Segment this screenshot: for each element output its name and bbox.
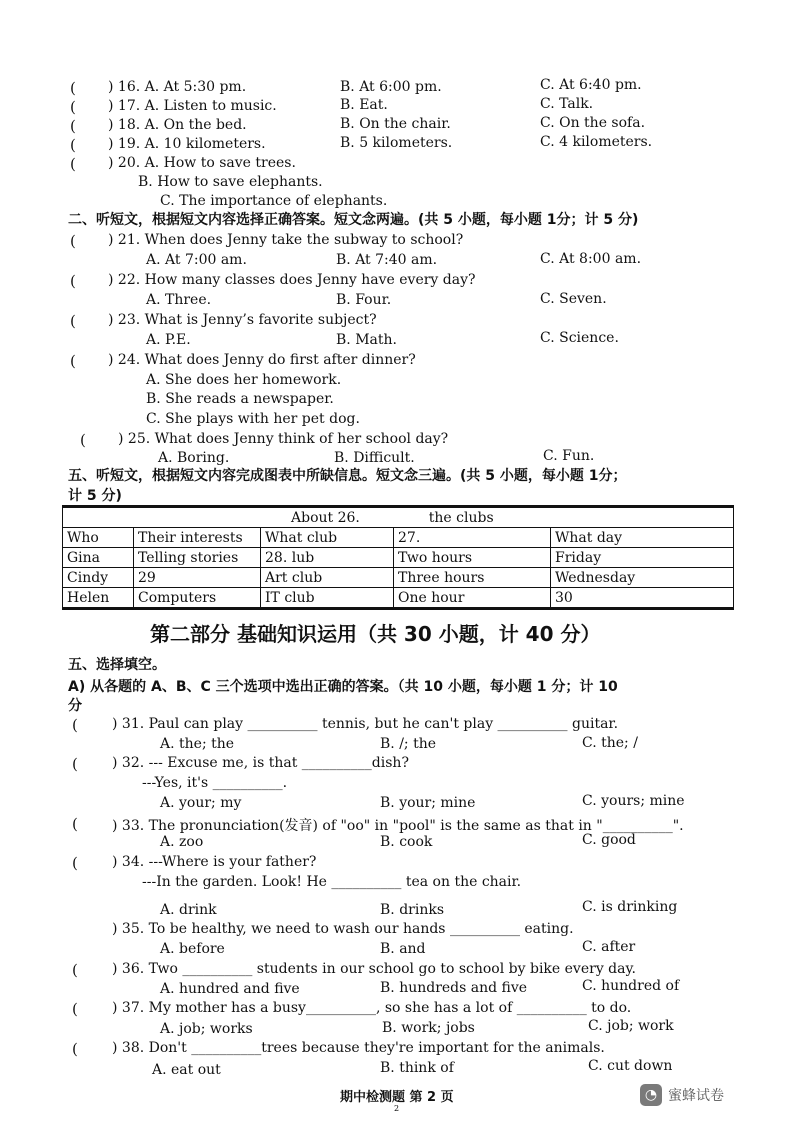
question-17: ) 17. A. Listen to music. bbox=[108, 98, 277, 114]
option-34-c: C. is drinking bbox=[582, 899, 678, 915]
option-23-a: A. P.E. bbox=[146, 332, 191, 348]
option-20-c: C. The importance of elephants. bbox=[160, 193, 388, 209]
option-17-c: C. Talk. bbox=[540, 96, 594, 112]
answer-paren: ( bbox=[72, 716, 78, 734]
question-21: ) 21. When does Jenny take the subway to school? bbox=[108, 232, 464, 248]
question-32-reply: ---Yes, it's __________. bbox=[142, 775, 288, 791]
option-37-a: A. job; works bbox=[160, 1021, 253, 1037]
option-16-b: B. At 6:00 pm. bbox=[340, 79, 442, 95]
question-31: ) 31. Paul can play __________ tennis, but he can't play __________ guitar. bbox=[112, 716, 619, 732]
section-3-title-cont: 计 5 分) bbox=[68, 488, 122, 504]
option-31-a: A. the; the bbox=[160, 736, 235, 752]
table-cell: Wednesday bbox=[551, 568, 734, 588]
option-38-b: B. think of bbox=[380, 1060, 454, 1076]
answer-paren: ( bbox=[70, 136, 76, 154]
option-33-a: A. zoo bbox=[160, 834, 204, 850]
option-21-a: A. At 7:00 am. bbox=[146, 252, 247, 268]
table-cell: Three hours bbox=[394, 568, 551, 588]
option-24-a: A. She does her homework. bbox=[146, 372, 342, 388]
option-34-a: A. drink bbox=[160, 902, 217, 918]
section-5-instructions: A) 从各题的 A、B、C 三个选项中选出正确的答案。（共 10 小题，每小题 1 分；计 10 bbox=[68, 679, 618, 695]
table-row bbox=[63, 588, 734, 609]
option-32-a: A. your; my bbox=[160, 795, 242, 811]
option-31-b: B. /; the bbox=[380, 736, 436, 752]
question-23: ) 23. What is Jenny’s favorite subject? bbox=[108, 312, 377, 328]
table-cell: Telling stories bbox=[134, 548, 261, 568]
option-37-c: C. job; work bbox=[588, 1018, 674, 1034]
option-38-c: C. cut down bbox=[588, 1058, 673, 1074]
answer-paren: ( bbox=[70, 352, 76, 370]
column-header: Who bbox=[63, 528, 134, 548]
option-35-b: B. and bbox=[380, 941, 426, 957]
section-5-instructions-cont: 分 bbox=[68, 698, 82, 714]
option-23-b: B. Math. bbox=[336, 332, 397, 348]
option-38-a: A. eat out bbox=[152, 1062, 221, 1078]
answer-paren: ( bbox=[70, 117, 76, 135]
answer-paren: ( bbox=[70, 312, 76, 330]
table-cell: 29 bbox=[134, 568, 261, 588]
answer-paren: ( bbox=[70, 272, 76, 290]
question-19: ) 19. A. 10 kilometers. bbox=[108, 136, 266, 152]
option-24-b: B. She reads a newspaper. bbox=[146, 391, 334, 407]
question-36: ) 36. Two __________ students in our school go to school by bike every day. bbox=[112, 961, 636, 977]
option-21-b: B. At 7:40 am. bbox=[336, 252, 438, 268]
option-37-b: B. work; jobs bbox=[382, 1020, 475, 1036]
option-18-b: B. On the chair. bbox=[340, 116, 451, 132]
answer-paren: ( bbox=[72, 961, 78, 979]
answer-paren: ( bbox=[72, 755, 78, 773]
question-25: ) 25. What does Jenny think of her school day? bbox=[118, 431, 449, 447]
column-header: 27. bbox=[394, 528, 551, 548]
option-33-c: C. good bbox=[582, 832, 636, 848]
section-3-title: 五、听短文，根据短文内容完成图表中所缺信息。短文念三遍。(共 5 小题，每小题 1分； bbox=[68, 468, 627, 484]
question-16: ) 16. A. At 5:30 pm. bbox=[108, 79, 247, 95]
option-36-b: B. hundreds and five bbox=[380, 980, 528, 996]
question-37: ) 37. My mother has a busy__________, so she has a lot of __________ to do. bbox=[112, 1000, 632, 1016]
option-34-b: B. drinks bbox=[380, 902, 445, 918]
table-cell: Gina bbox=[63, 548, 134, 568]
option-31-c: C. the; / bbox=[582, 735, 638, 751]
question-38: ) 38. Don't __________trees because they're important for the animals. bbox=[112, 1040, 605, 1056]
answer-paren: ( bbox=[70, 232, 76, 250]
option-35-c: C. after bbox=[582, 939, 636, 955]
answer-paren: ( bbox=[70, 155, 76, 173]
section-2-title: 二、听短文，根据短文内容选择正确答案。短文念两遍。(共 5 小题，每小题 1分；计 5 分) bbox=[68, 212, 639, 228]
table-cell: Two hours bbox=[394, 548, 551, 568]
option-25-b: B. Difficult. bbox=[334, 450, 415, 466]
section-5-title: 五、选择填空。 bbox=[68, 657, 166, 673]
option-32-c: C. yours; mine bbox=[582, 793, 685, 809]
option-25-a: A. Boring. bbox=[158, 450, 230, 466]
answer-paren: ( bbox=[72, 1000, 78, 1018]
column-header: Their interests bbox=[134, 528, 261, 548]
question-20: ) 20. A. How to save trees. bbox=[108, 155, 296, 171]
table-cell: 28. lub bbox=[261, 548, 394, 568]
bee-logo-icon: ◔ bbox=[640, 1084, 662, 1106]
table-heading-right: the clubs bbox=[428, 509, 494, 526]
column-header: What club bbox=[261, 528, 394, 548]
question-35: ) 35. To be healthy, we need to wash our hands __________ eating. bbox=[112, 921, 574, 937]
table-heading-left: About 26. bbox=[291, 509, 360, 526]
option-16-c: C. At 6:40 pm. bbox=[540, 77, 642, 93]
page-footer: 期中检测题 第 2 页 bbox=[340, 1090, 454, 1105]
page-number: 2 bbox=[394, 1104, 400, 1113]
table-header-row bbox=[63, 507, 734, 528]
option-22-b: B. Four. bbox=[336, 292, 392, 308]
table-row bbox=[63, 568, 734, 588]
table-cell: Helen bbox=[63, 588, 134, 609]
option-18-c: C. On the sofa. bbox=[540, 115, 646, 131]
table-cell: Computers bbox=[134, 588, 261, 609]
answer-paren: ( bbox=[70, 79, 76, 97]
table-cell: IT club bbox=[261, 588, 394, 609]
answer-paren: ( bbox=[80, 431, 86, 449]
part-2-title: 第二部分 基础知识运用（共 30 小题，计 40 分） bbox=[150, 622, 601, 646]
table-row bbox=[63, 548, 734, 568]
watermark-text: 蜜蜂试卷 bbox=[668, 1088, 724, 1104]
table-cell: Cindy bbox=[63, 568, 134, 588]
option-25-c: C. Fun. bbox=[543, 448, 595, 464]
option-36-a: A. hundred and five bbox=[160, 981, 300, 997]
option-36-c: C. hundred of bbox=[582, 978, 680, 994]
option-22-c: C. Seven. bbox=[540, 291, 607, 307]
answer-paren: ( bbox=[72, 1040, 78, 1058]
option-23-c: C. Science. bbox=[540, 330, 619, 346]
option-32-b: B. your; mine bbox=[380, 795, 476, 811]
answer-paren: ( bbox=[72, 854, 78, 872]
table-column-headers bbox=[63, 528, 734, 548]
option-33-b: B. cook bbox=[380, 834, 433, 850]
option-17-b: B. Eat. bbox=[340, 97, 388, 113]
table-cell: Art club bbox=[261, 568, 394, 588]
question-24: ) 24. What does Jenny do first after dinner? bbox=[108, 352, 416, 368]
question-22: ) 22. How many classes does Jenny have every day? bbox=[108, 272, 476, 288]
option-22-a: A. Three. bbox=[146, 292, 212, 308]
table-cell: One hour bbox=[394, 588, 551, 609]
option-35-a: A. before bbox=[160, 941, 225, 957]
option-19-b: B. 5 kilometers. bbox=[340, 135, 453, 151]
table-cell: Friday bbox=[551, 548, 734, 568]
question-34-reply: ---In the garden. Look! He __________ tea on the chair. bbox=[142, 874, 522, 890]
column-header: What day bbox=[551, 528, 734, 548]
question-32: ) 32. --- Excuse me, is that __________dish? bbox=[112, 755, 409, 771]
question-33: ) 33. The pronunciation(发音) of "oo" in "pool" is the same as that in "__________". bbox=[112, 818, 684, 834]
option-20-b: B. How to save elephants. bbox=[138, 174, 323, 190]
option-21-c: C. At 8:00 am. bbox=[540, 251, 642, 267]
question-18: ) 18. A. On the bed. bbox=[108, 117, 247, 133]
watermark bbox=[640, 1084, 724, 1106]
answer-paren: ( bbox=[70, 98, 76, 116]
table-heading bbox=[63, 507, 551, 528]
table-cell: 30 bbox=[551, 588, 734, 609]
option-19-c: C. 4 kilometers. bbox=[540, 134, 653, 150]
info-table bbox=[62, 505, 734, 610]
option-24-c: C. She plays with her pet dog. bbox=[146, 411, 360, 427]
answer-paren: ( bbox=[72, 815, 78, 833]
question-34: ) 34. ---Where is your father? bbox=[112, 854, 317, 870]
